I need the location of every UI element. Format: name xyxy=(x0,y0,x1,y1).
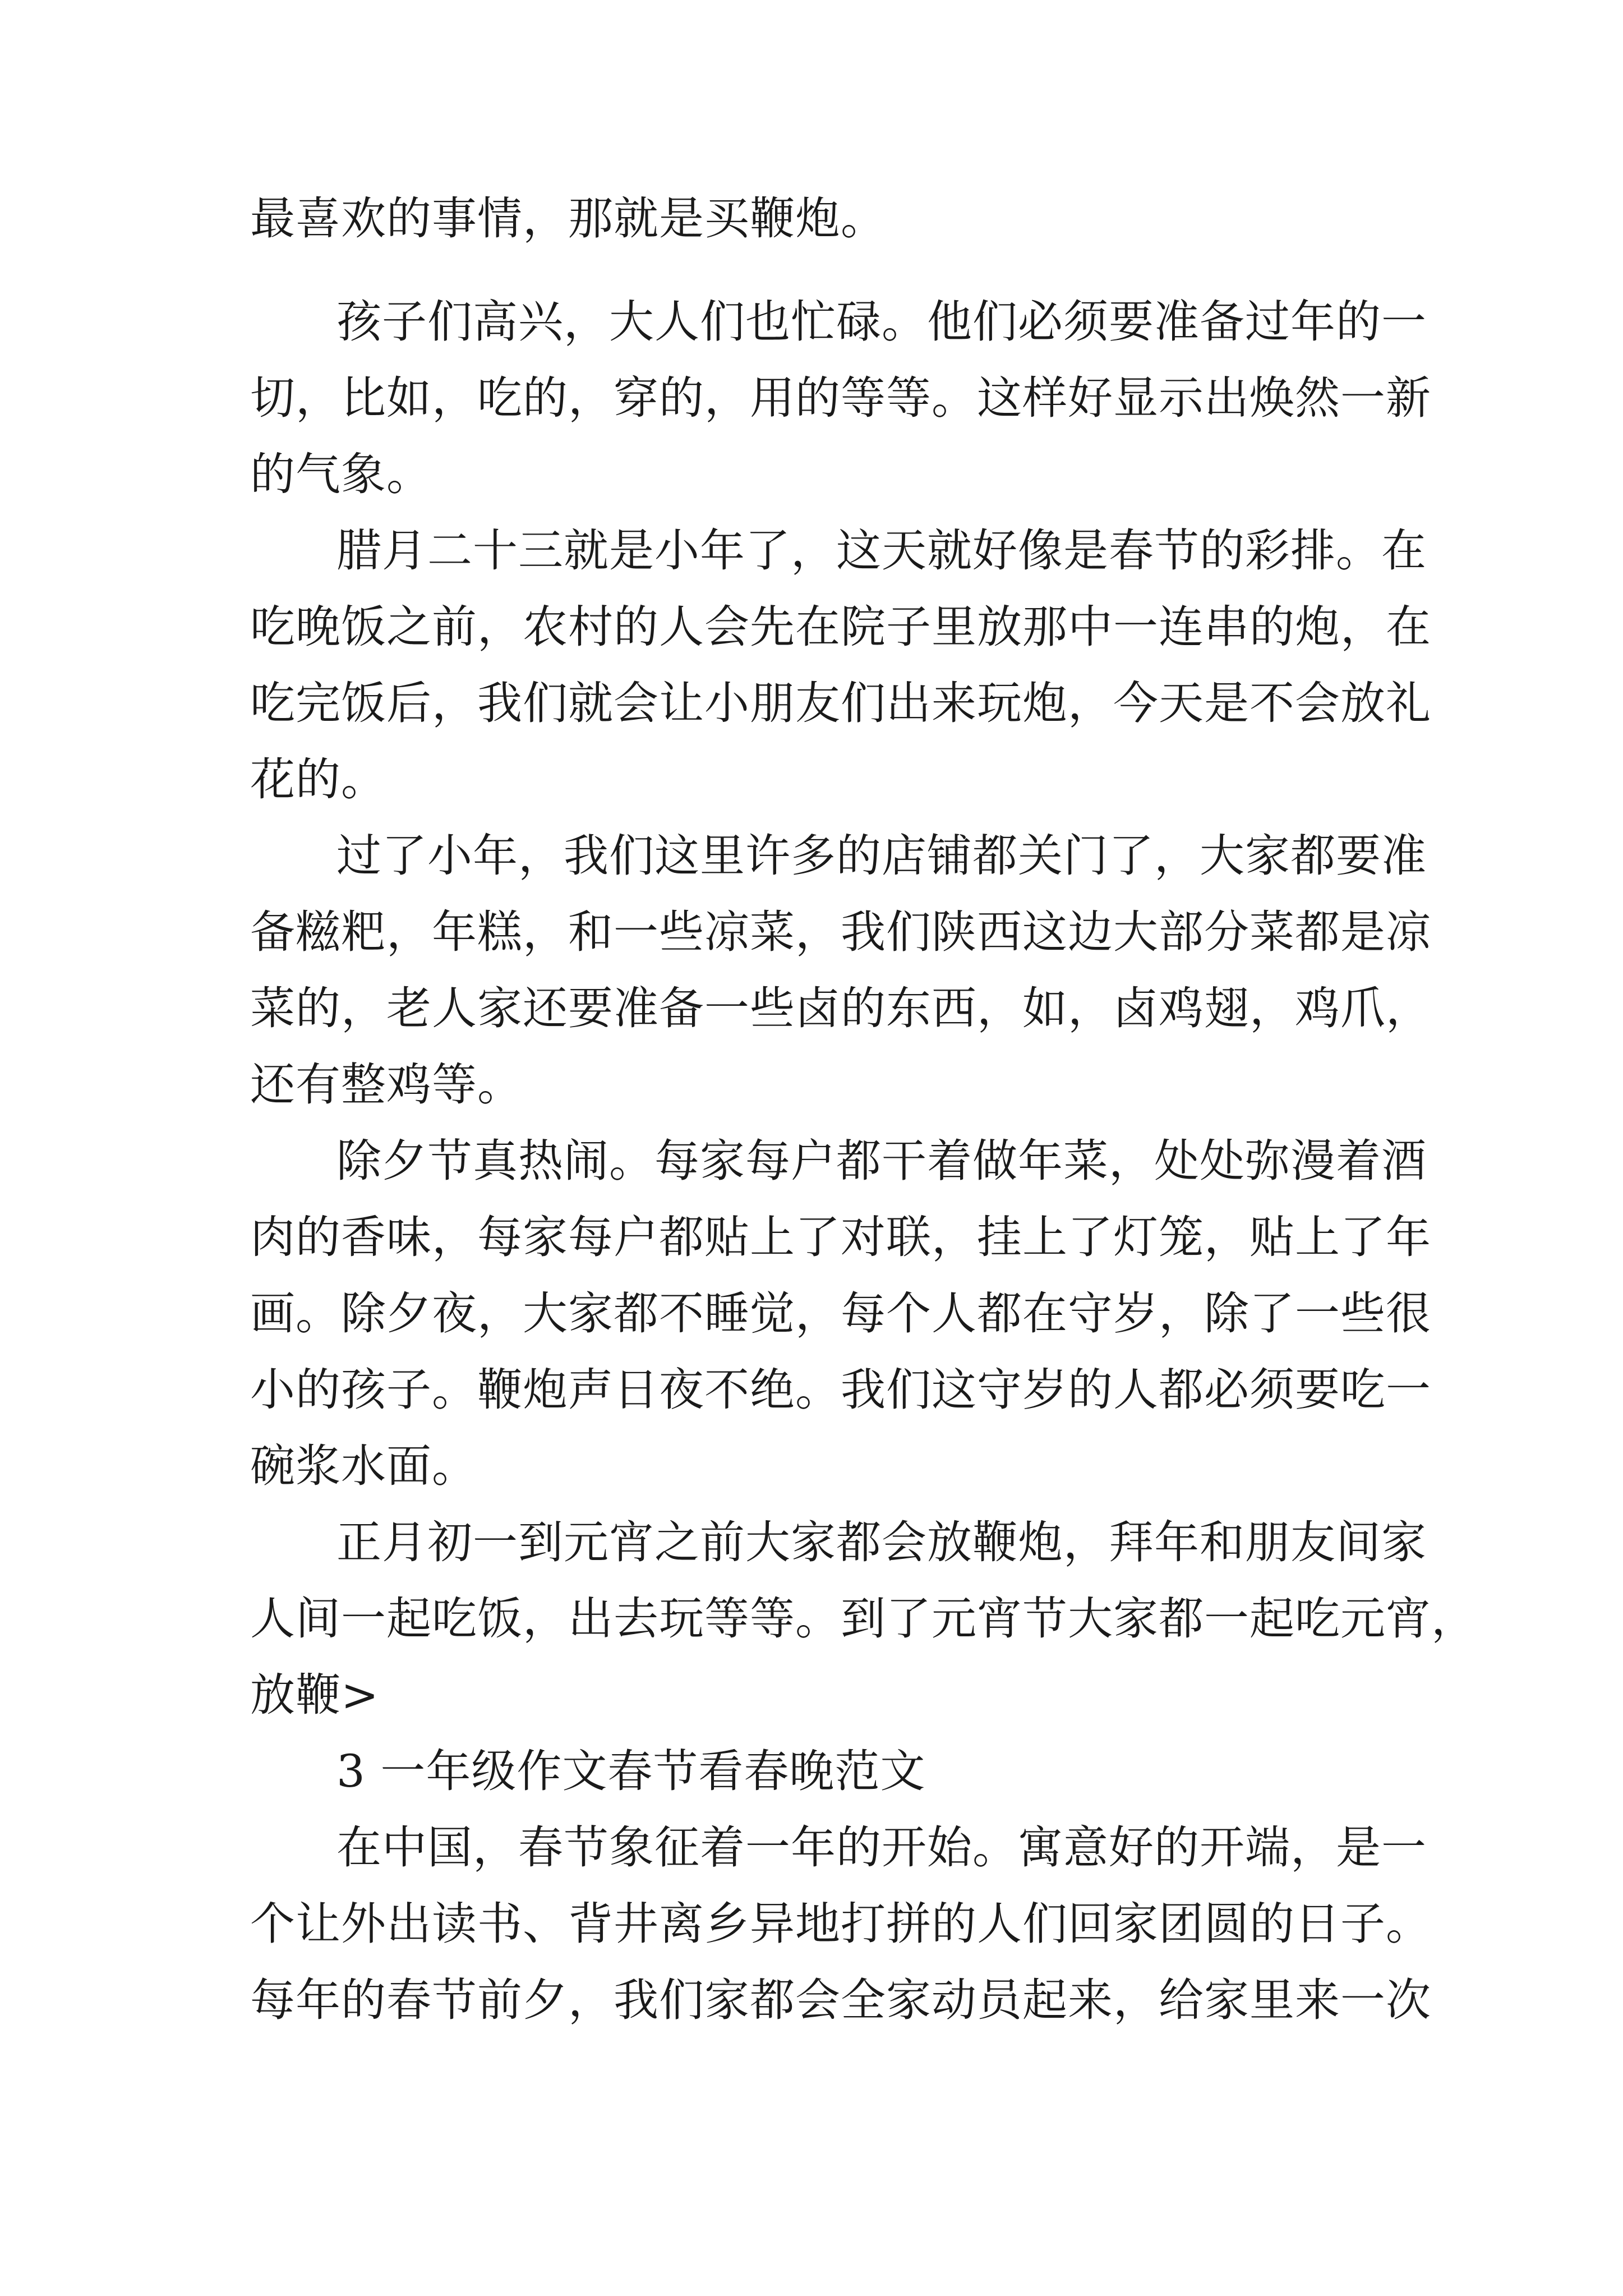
section-heading: 3 一年级作文春节看春晚范文 xyxy=(336,1745,926,1797)
text-line: 腊月二十三就是小年了，这天就好像是春节的彩排。在 xyxy=(336,524,1427,577)
text-line: 最喜欢的事情，那就是买鞭炮。 xyxy=(250,192,886,245)
text-line: 肉的香味，每家每户都贴上了对联，挂上了灯笼，贴上了年 xyxy=(250,1211,1431,1263)
text-line: 还有整鸡等。 xyxy=(250,1059,523,1111)
text-line: 的气象。 xyxy=(250,448,432,500)
text-line: 小的孩子。鞭炮声日夜不绝。我们这守岁的人都必须要吃一 xyxy=(250,1364,1431,1416)
text-line: 正月初一到元宵之前大家都会放鞭炮，拜年和朋友间家 xyxy=(336,1516,1427,1568)
text-line: 每年的春节前夕，我们家都会全家动员起来，给家里来一次 xyxy=(250,1974,1431,2026)
text-line: 个让外出读书、背井离乡异地打拼的人们回家团圆的日子。 xyxy=(250,1898,1431,1950)
text-line: 菜的，老人家还要准备一些卤的东西，如，卤鸡翅，鸡爪， xyxy=(250,982,1431,1034)
text-line: 孩子们高兴，大人们也忙碌。他们必须要准备过年的一 xyxy=(336,296,1427,348)
text-line: 吃完饭后，我们就会让小朋友们出来玩炮，今天是不会放礼 xyxy=(250,677,1431,729)
text-line: 人间一起吃饭，出去玩等等。到了元宵节大家都一起吃元宵， xyxy=(250,1593,1477,1645)
text-line: 除夕节真热闹。每家每户都干着做年菜，处处弥漫着酒 xyxy=(336,1135,1427,1187)
text-line: 吃晚饭之前，农村的人会先在院子里放那中一连串的炮，在 xyxy=(250,601,1431,653)
text-line: 花的。 xyxy=(250,753,386,806)
text-line: 备糍粑，年糕，和一些凉菜，我们陕西这边大部分菜都是凉 xyxy=(250,906,1431,958)
text-line: 碗浆水面。 xyxy=(250,1440,477,1492)
text-line: 过了小年，我们这里许多的店铺都关门了，大家都要准 xyxy=(336,830,1427,882)
text-line: 在中国，春节象征着一年的开始。寓意好的开端，是一 xyxy=(336,1821,1427,1874)
text-line: 切，比如，吃的，穿的，用的等等。这样好显示出焕然一新 xyxy=(250,372,1431,424)
text-line: 放鞭> xyxy=(250,1669,380,1721)
text-line: 画。除夕夜，大家都不睡觉，每个人都在守岁，除了一些很 xyxy=(250,1287,1431,1340)
